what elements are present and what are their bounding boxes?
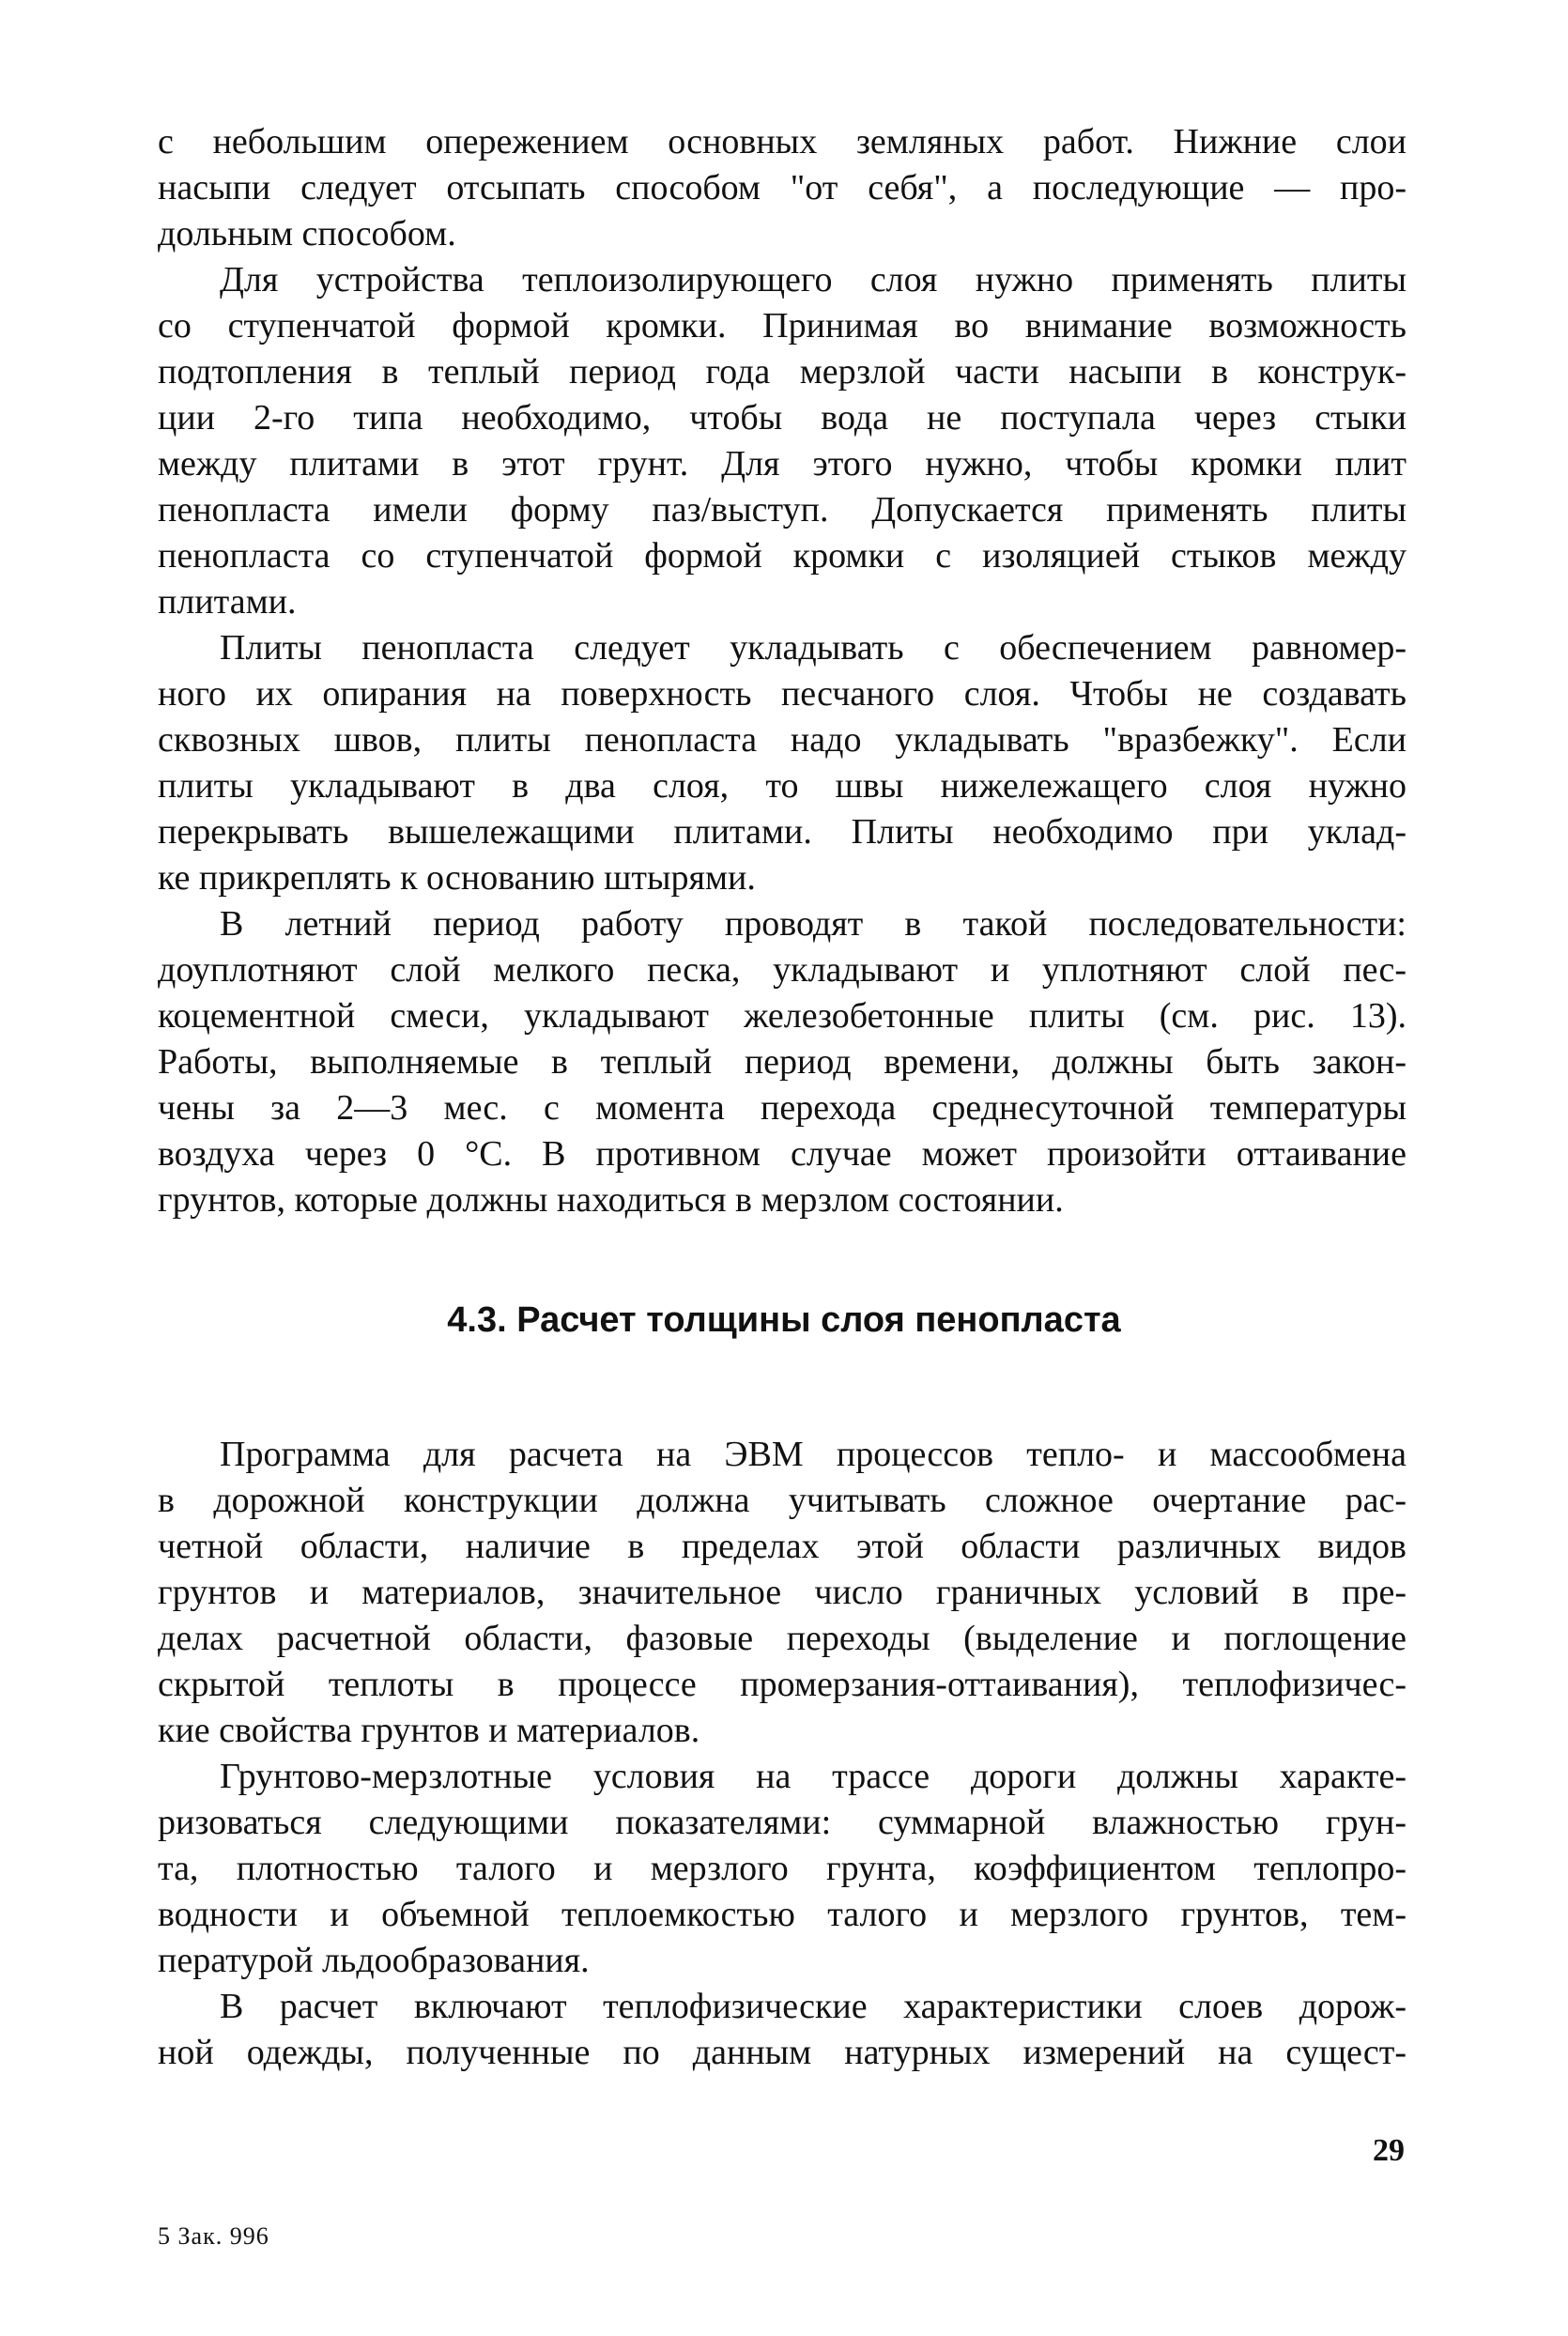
text-line: Плиты пенопласта следует укладывать с обеспечением равномер-	[220, 628, 1407, 668]
page-number: 29	[1373, 2133, 1405, 2168]
text-line: доуплотняют слой мелкого песка, укладывают и уплотняют слой пес-	[158, 950, 1407, 990]
text-line: пенопласта имели форму паз/выступ. Допускается применять плиты	[158, 490, 1407, 530]
text-line: В расчет включают теплофизические характеристики слоев дорож-	[220, 1987, 1407, 2026]
text-line: подтопления в теплый период года мерзлой части насыпи в конструк-	[158, 352, 1407, 392]
text-line: в дорожной конструкции должна учитывать сложное очертание рас-	[158, 1481, 1407, 1520]
text-line: та, плотностью талого и мерзлого грунта, коэффициентом теплопро-	[158, 1849, 1407, 1888]
text-line: Работы, выполняемые в теплый период времени, должны быть закон-	[158, 1042, 1407, 1082]
text-line: сквозных швов, плиты пенопласта надо укладывать "вразбежку". Если	[158, 720, 1407, 760]
text-line: ке прикреплять к основанию штырями.	[158, 858, 756, 898]
text-line: плиты укладывают в два слоя, то швы нижележащего слоя нужно	[158, 766, 1407, 806]
text-line: насыпи следует отсыпать способом "от себя", а последующие — про-	[158, 168, 1407, 207]
text-line: с небольшим опережением основных земляных работ. Нижние слои	[158, 122, 1407, 161]
text-line: пературой льдообразования.	[158, 1941, 590, 1980]
text-line: ризоваться следующими показателями: суммарной влажностью грун-	[158, 1803, 1407, 1842]
printing-order-note: 5 Зак. 996	[158, 2222, 269, 2250]
text-line: Программа для расчета на ЭВМ процессов тепло- и массообмена	[220, 1435, 1407, 1474]
text-line: ции 2-го типа необходимо, чтобы вода не поступала через стыки	[158, 398, 1407, 438]
text-line: ной одежды, полученные по данным натурных измерений на сущест-	[158, 2033, 1407, 2072]
text-line: плитами.	[158, 582, 297, 622]
text-line: со ступенчатой формой кромки. Принимая во внимание возможность	[158, 306, 1407, 346]
text-line: пенопласта со ступенчатой формой кромки с изоляцией стыков между	[158, 536, 1407, 576]
text-line: Грунтово-мерзлотные условия на трассе дороги должны характе-	[220, 1757, 1407, 1796]
section-heading: 4.3. Расчет толщины слоя пенопласта	[447, 1300, 1121, 1340]
body-text-top	[158, 119, 1407, 1223]
text-line: В летний период работу проводят в такой последовательности:	[220, 904, 1407, 944]
text-line: между плитами в этот грунт. Для этого нужно, чтобы кромки плит	[158, 444, 1407, 484]
text-line: четной области, наличие в пределах этой области различных видов	[158, 1527, 1407, 1566]
text-line: чены за 2—3 мес. с момента перехода среднесуточной температуры	[158, 1088, 1407, 1128]
body-text-bottom	[158, 1432, 1407, 2076]
text-line: воздуха через 0 °С. В противном случае может произойти оттаивание	[158, 1134, 1407, 1174]
text-line: дольным способом.	[158, 214, 456, 254]
text-line: водности и объемной теплоемкостью талого и мерзлого грунтов, тем-	[158, 1895, 1407, 1934]
text-line: ного их опирания на поверхность песчаного слоя. Чтобы не создавать	[158, 674, 1407, 714]
text-line: кие свойства грунтов и материалов.	[158, 1711, 700, 1750]
text-line: перекрывать вышележащими плитами. Плиты необходимо при уклад-	[158, 812, 1407, 852]
text-line: коцементной смеси, укладывают железобетонные плиты (см. рис. 13).	[158, 996, 1407, 1036]
text-line: делах расчетной области, фазовые переходы (выделение и поглощение	[158, 1619, 1407, 1658]
text-line: грунтов и материалов, значительное число граничных условий в пре-	[158, 1573, 1407, 1612]
text-line: Для устройства теплоизолирующего слоя нужно применять плиты	[220, 260, 1407, 300]
text-line: скрытой теплоты в процессе промерзания-оттаивания), теплофизичес-	[158, 1665, 1407, 1704]
text-line: грунтов, которые должны находиться в мерзлом состоянии.	[158, 1180, 1064, 1220]
